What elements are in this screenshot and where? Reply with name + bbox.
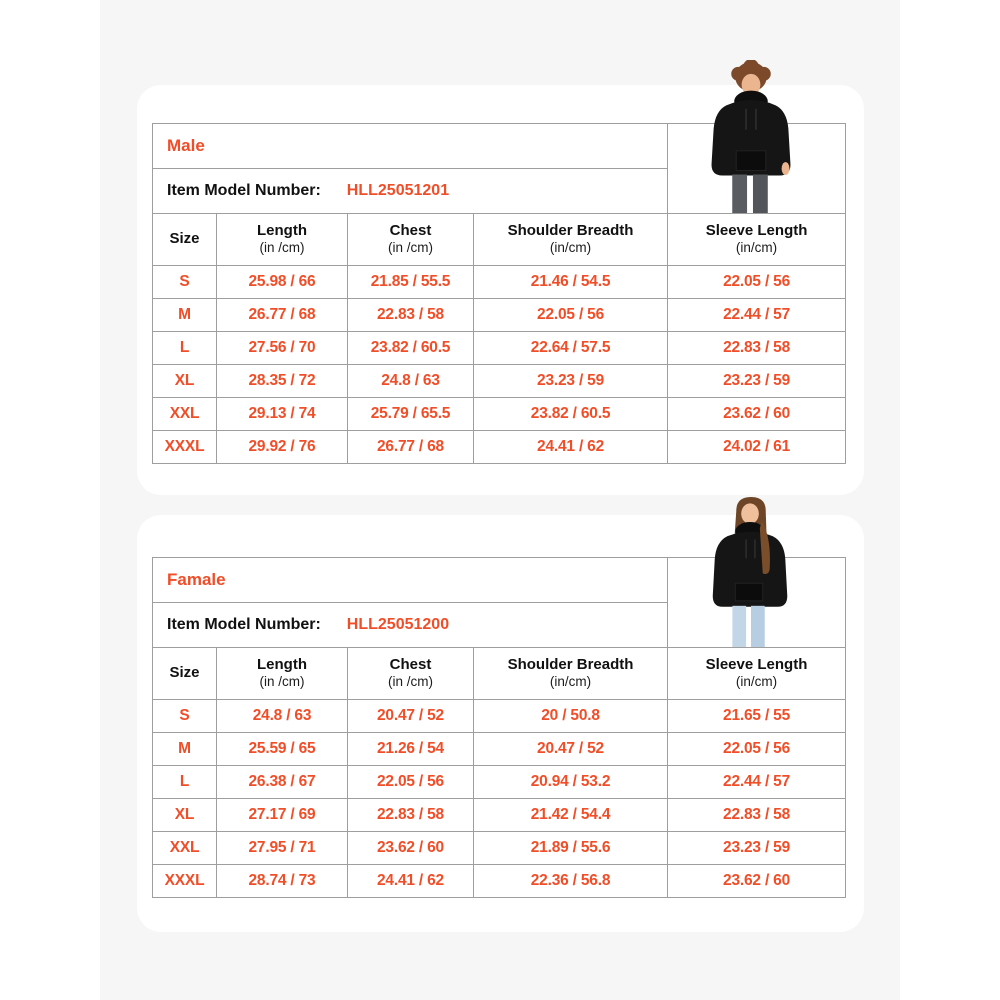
length-cell: 24.8 / 63 xyxy=(217,700,348,733)
item-model-label: Item Model Number: xyxy=(167,182,321,199)
length-cell: 29.92 / 76 xyxy=(217,431,348,464)
column-unit: (in/cm) xyxy=(735,674,778,690)
length-cell: 25.98 / 66 xyxy=(217,266,348,299)
size-cell: XL xyxy=(153,365,217,398)
column-unit: (in/cm) xyxy=(735,240,778,256)
length-cell: 27.56 / 70 xyxy=(217,332,348,365)
length-cell: 28.35 / 72 xyxy=(217,365,348,398)
sleeve-cell: 22.83 / 58 xyxy=(668,799,846,832)
size-cell: XXXL xyxy=(153,431,217,464)
size-row-s xyxy=(153,266,846,299)
size-row-xl xyxy=(153,799,846,832)
size-cell: S xyxy=(153,266,217,299)
chest-cell: 20.47 / 52 xyxy=(348,700,474,733)
shoulder-cell: 22.05 / 56 xyxy=(474,299,668,332)
sleeve-cell: 23.23 / 59 xyxy=(668,832,846,865)
col-header-length xyxy=(217,648,348,700)
col-header-chest xyxy=(348,214,474,266)
shoulder-cell: 20 / 50.8 xyxy=(474,700,668,733)
chest-cell: 21.85 / 55.5 xyxy=(348,266,474,299)
column-unit: (in /cm) xyxy=(259,674,305,690)
column-unit: (in /cm) xyxy=(388,240,433,256)
col-header-chest xyxy=(348,648,474,700)
size-row-m xyxy=(153,733,846,766)
sleeve-cell: 22.05 / 56 xyxy=(668,266,846,299)
size-row-l xyxy=(153,766,846,799)
column-unit: (in/cm) xyxy=(549,240,592,256)
size-cell: L xyxy=(153,766,217,799)
column-unit: (in /cm) xyxy=(388,674,433,690)
chest-cell: 24.41 / 62 xyxy=(348,865,474,898)
column-label: Length xyxy=(257,655,307,673)
sleeve-cell: 23.62 / 60 xyxy=(668,865,846,898)
size-cell: S xyxy=(153,700,217,733)
item-model-row xyxy=(153,169,668,214)
length-cell: 25.59 / 65 xyxy=(217,733,348,766)
size-row-xxl xyxy=(153,832,846,865)
shoulder-cell: 21.42 / 54.4 xyxy=(474,799,668,832)
female-size-chart-card xyxy=(137,515,864,932)
length-cell: 27.95 / 71 xyxy=(217,832,348,865)
shoulder-cell: 20.94 / 53.2 xyxy=(474,766,668,799)
length-cell: 29.13 / 74 xyxy=(217,398,348,431)
size-row-xxl xyxy=(153,398,846,431)
content-panel xyxy=(100,0,900,1000)
column-unit: (in /cm) xyxy=(259,240,305,256)
male-size-table xyxy=(152,123,846,464)
chest-cell: 22.83 / 58 xyxy=(348,799,474,832)
shoulder-cell: 21.89 / 55.6 xyxy=(474,832,668,865)
col-header-size xyxy=(153,214,217,266)
gender-label: Male xyxy=(153,124,668,169)
size-row-xxxl xyxy=(153,431,846,464)
size-cell: M xyxy=(153,733,217,766)
size-cell: XL xyxy=(153,799,217,832)
male-size-chart-card xyxy=(137,85,864,495)
column-label: Shoulder Breadth xyxy=(507,221,634,239)
model-photo-cell xyxy=(668,558,846,648)
shoulder-cell: 23.82 / 60.5 xyxy=(474,398,668,431)
col-header-shoulder-breadth xyxy=(474,648,668,700)
shoulder-cell: 20.47 / 52 xyxy=(474,733,668,766)
model-photo-cell xyxy=(668,124,846,214)
chest-cell: 21.26 / 54 xyxy=(348,733,474,766)
col-header-sleeve-length xyxy=(668,648,846,700)
col-header-shoulder-breadth xyxy=(474,214,668,266)
length-cell: 27.17 / 69 xyxy=(217,799,348,832)
size-row-l xyxy=(153,332,846,365)
column-label: Chest xyxy=(389,655,432,673)
size-row-xxxl xyxy=(153,865,846,898)
size-row-s xyxy=(153,700,846,733)
item-model-label: Item Model Number: xyxy=(167,616,321,633)
column-label: Shoulder Breadth xyxy=(507,655,634,673)
chest-cell: 23.62 / 60 xyxy=(348,832,474,865)
size-row-xl xyxy=(153,365,846,398)
length-cell: 28.74 / 73 xyxy=(217,865,348,898)
sleeve-cell: 23.23 / 59 xyxy=(668,365,846,398)
shoulder-cell: 22.64 / 57.5 xyxy=(474,332,668,365)
sleeve-cell: 22.44 / 57 xyxy=(668,299,846,332)
chest-cell: 26.77 / 68 xyxy=(348,431,474,464)
shoulder-cell: 23.23 / 59 xyxy=(474,365,668,398)
length-cell: 26.38 / 67 xyxy=(217,766,348,799)
column-label: Length xyxy=(257,221,307,239)
size-cell: XXXL xyxy=(153,865,217,898)
column-unit: (in/cm) xyxy=(549,674,592,690)
shoulder-cell: 21.46 / 54.5 xyxy=(474,266,668,299)
sleeve-cell: 21.65 / 55 xyxy=(668,700,846,733)
column-header-row xyxy=(153,214,846,266)
size-cell: M xyxy=(153,299,217,332)
item-model-number: HLL25051201 xyxy=(346,182,450,199)
length-cell: 26.77 / 68 xyxy=(217,299,348,332)
gender-label: Famale xyxy=(153,558,668,603)
female-size-table xyxy=(152,557,846,898)
col-header-sleeve-length xyxy=(668,214,846,266)
column-label: Size xyxy=(169,664,200,682)
column-label: Chest xyxy=(389,221,432,239)
sleeve-cell: 22.05 / 56 xyxy=(668,733,846,766)
size-cell: XXL xyxy=(153,398,217,431)
column-header-row xyxy=(153,648,846,700)
shoulder-cell: 24.41 / 62 xyxy=(474,431,668,464)
chest-cell: 24.8 / 63 xyxy=(348,365,474,398)
chest-cell: 22.05 / 56 xyxy=(348,766,474,799)
column-label: Sleeve Length xyxy=(705,655,808,673)
sleeve-cell: 22.83 / 58 xyxy=(668,332,846,365)
size-cell: XXL xyxy=(153,832,217,865)
size-row-m xyxy=(153,299,846,332)
chest-cell: 25.79 / 65.5 xyxy=(348,398,474,431)
item-model-row xyxy=(153,603,668,648)
column-label: Sleeve Length xyxy=(705,221,808,239)
sleeve-cell: 24.02 / 61 xyxy=(668,431,846,464)
col-header-size xyxy=(153,648,217,700)
chest-cell: 23.82 / 60.5 xyxy=(348,332,474,365)
shoulder-cell: 22.36 / 56.8 xyxy=(474,865,668,898)
item-model-number: HLL25051200 xyxy=(346,616,450,633)
sleeve-cell: 22.44 / 57 xyxy=(668,766,846,799)
column-label: Size xyxy=(169,230,200,248)
col-header-length xyxy=(217,214,348,266)
size-cell: L xyxy=(153,332,217,365)
sleeve-cell: 23.62 / 60 xyxy=(668,398,846,431)
chest-cell: 22.83 / 58 xyxy=(348,299,474,332)
